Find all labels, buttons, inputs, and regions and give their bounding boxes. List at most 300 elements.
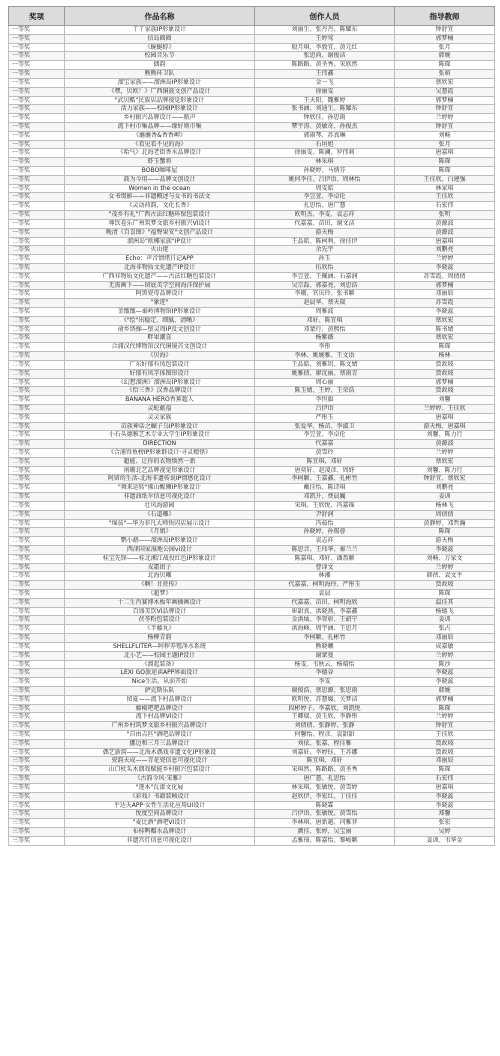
work-title-cell: 《半藤丸》 <box>65 625 255 634</box>
advisor-cell: 张宏 <box>395 819 495 828</box>
advisor-cell: 唐嘉琪 <box>395 413 495 422</box>
table-row <box>9 642 495 651</box>
award-cell: 三等奖 <box>9 810 65 819</box>
creators-cell: 邓凯升、费晨巍 <box>255 493 395 502</box>
table-row <box>9 554 495 563</box>
creators-cell: 姚何李佳、吕伊语、周林怡 <box>255 175 395 184</box>
award-cell: 二等奖 <box>9 563 65 572</box>
award-cell: 三等奖 <box>9 731 65 740</box>
creators-cell: 陈玉婧、王婷、王荣浩 <box>255 387 395 396</box>
work-title-cell: "武贝酷"民族店品牌视觉形象设计 <box>65 96 255 105</box>
advisor-cell: 陈琛 <box>395 766 495 775</box>
creators-cell: 王品皓、刘雅玥、陈文婧 <box>255 360 395 369</box>
award-cell: 二等奖 <box>9 528 65 537</box>
advisor-cell: 杨林飞 <box>395 501 495 510</box>
work-title-cell: 广东好郁有凤包装设计 <box>65 360 255 369</box>
table-row <box>9 422 495 431</box>
table-row <box>9 334 495 343</box>
creators-cell: 游天梅 <box>255 228 395 237</box>
award-cell: 一等奖 <box>9 228 65 237</box>
table-row <box>9 378 495 387</box>
table-row <box>9 343 495 352</box>
table-row <box>9 140 495 149</box>
work-title-cell: 偶艺新韵——北海木偶戏非遗文化IP形象设 <box>65 748 255 757</box>
table-row <box>9 713 495 722</box>
work-title-cell: Nice生活，从而开始 <box>65 678 255 687</box>
table-row <box>9 669 495 678</box>
work-title-cell: 熊熊环卫队 <box>65 70 255 79</box>
creators-cell: 代嘉嘉、苗田、谢文洁 <box>255 219 395 228</box>
table-row <box>9 237 495 246</box>
table-row <box>9 449 495 458</box>
table-row <box>9 211 495 220</box>
advisor-cell: 苏雪霞 <box>395 299 495 308</box>
advisor-cell: 蔡欣宏 <box>395 457 495 466</box>
creators-cell: 赵晨华、蔡天瑞 <box>255 299 395 308</box>
award-cell: 三等奖 <box>9 836 65 845</box>
award-cell: 三等奖 <box>9 713 65 722</box>
advisor-cell: 郭梦楠 <box>395 96 495 105</box>
award-cell: 一等奖 <box>9 149 65 158</box>
award-cell: 三等奖 <box>9 695 65 704</box>
creators-cell: 王婷莺 <box>255 34 395 43</box>
award-cell: 二等奖 <box>9 431 65 440</box>
table-row <box>9 255 495 264</box>
award-cell: 三等奖 <box>9 739 65 748</box>
table-row <box>9 607 495 616</box>
advisor-cell: 兰婷婷 <box>395 713 495 722</box>
award-cell: 三等奖 <box>9 686 65 695</box>
table-row <box>9 748 495 757</box>
creators-cell: 王天阳、魏雅婷 <box>255 96 395 105</box>
creators-cell: 邓蒙行、黄熙怡 <box>255 325 395 334</box>
work-title-cell: 北小艺——校园主题IP设计 <box>65 651 255 660</box>
advisor-cell: 陈书婧 <box>395 325 495 334</box>
work-title-cell: LEXI GO旅途读APP界面设计 <box>65 669 255 678</box>
advisor-cell: 蔡欣宏 <box>395 78 495 87</box>
work-title-cell: 桂宝先锋——桂北湘江战役红色IP形象设计 <box>65 554 255 563</box>
table-row <box>9 167 495 176</box>
award-cell: 二等奖 <box>9 369 65 378</box>
award-cell: 一等奖 <box>9 26 65 35</box>
award-cell: 二等奖 <box>9 404 65 413</box>
creators-cell: 金洪灿、李智彰、王韶宁 <box>255 616 395 625</box>
award-cell: 二等奖 <box>9 572 65 581</box>
table-row <box>9 316 495 325</box>
table-row <box>9 493 495 502</box>
advisor-cell: 姜训 <box>395 493 495 502</box>
work-title-cell: 苗族神话之蝴子乌IP形象设计 <box>65 422 255 431</box>
table-row <box>9 739 495 748</box>
work-title-cell: 杨柳青韵 <box>65 634 255 643</box>
award-list <box>8 6 494 846</box>
award-cell: 二等奖 <box>9 590 65 599</box>
award-cell: 一等奖 <box>9 114 65 123</box>
creators-cell: 孙晓婷、孙锡蓉 <box>255 528 395 537</box>
creators-cell: 颜佳、张婷、吴宝丽 <box>255 827 395 836</box>
table-row <box>9 792 495 801</box>
advisor-cell: 刘畅 <box>395 131 495 140</box>
creators-cell: 李林、姚婉雅、王文语 <box>255 352 395 361</box>
advisor-cell: 温佳其 <box>395 598 495 607</box>
award-cell: 二等奖 <box>9 290 65 299</box>
header-award: 奖项 <box>9 7 65 26</box>
table-row <box>9 457 495 466</box>
work-title-cell: 《合浦得鱼榜IP形象群设计·寻灵精怪》 <box>65 449 255 458</box>
work-title-cell: 流下村品牌VI设计 <box>65 713 255 722</box>
advisor-cell: 韩婉 <box>395 52 495 61</box>
work-title-cell: "逐木"瓦漆文化展 <box>65 783 255 792</box>
work-title-cell: 丫丫家族IP形象设计 <box>65 26 255 35</box>
header-advisor: 指导教师 <box>395 7 495 26</box>
table-row <box>9 184 495 193</box>
table-row <box>9 827 495 836</box>
creators-cell: 杨紫薇 <box>255 334 395 343</box>
table-row <box>9 810 495 819</box>
advisor-cell: 姜训 <box>395 616 495 625</box>
creators-cell: 谢俊浩、蔡思源、张思雨 <box>255 686 395 695</box>
advisor-cell: 邓丽辰 <box>395 757 495 766</box>
award-cell: 二等奖 <box>9 263 65 272</box>
work-title-cell: "绵茄"—华为非凡大师快闪店展示设计 <box>65 519 255 528</box>
award-cell: 一等奖 <box>9 52 65 61</box>
award-cell: 二等奖 <box>9 616 65 625</box>
award-cell: 三等奖 <box>9 748 65 757</box>
work-title-cell: 萨克斯乐队 <box>65 686 255 695</box>
creators-cell: 李昱萱、李卓伦 <box>255 431 395 440</box>
table-row <box>9 634 495 643</box>
award-cell: 二等奖 <box>9 281 65 290</box>
award-cell: 一等奖 <box>9 202 65 211</box>
table-row <box>9 466 495 475</box>
table-row <box>9 26 495 35</box>
award-cell: 三等奖 <box>9 792 65 801</box>
advisor-cell: 陈琛 <box>395 528 495 537</box>
table-row <box>9 651 495 660</box>
advisor-cell: 兰婷婷 <box>395 114 495 123</box>
award-cell: 一等奖 <box>9 167 65 176</box>
award-cell: 三等奖 <box>9 766 65 775</box>
award-cell: 一等奖 <box>9 87 65 96</box>
table-row <box>9 387 495 396</box>
advisor-cell: 刘馨、陈力行 <box>395 431 495 440</box>
advisor-cell: 张月 <box>395 43 495 52</box>
creators-cell: 林采琪 <box>255 158 395 167</box>
advisor-cell: 游天梅 <box>395 537 495 546</box>
award-cell: 一等奖 <box>9 105 65 114</box>
advisor-cell: 陈琛 <box>395 704 495 713</box>
work-title-cell: 《啊！甘蔗传》 <box>65 581 255 590</box>
award-cell: 二等奖 <box>9 484 65 493</box>
award-cell: 二等奖 <box>9 237 65 246</box>
advisor-cell: 刘馨 <box>395 396 495 405</box>
table-row <box>9 581 495 590</box>
creators-cell: 陈宜琪、邓轩 <box>255 457 395 466</box>
creators-cell: 李林琪、唐新越、闫雅菲 <box>255 819 395 828</box>
work-title-cell: 虾玉蟹将 <box>65 158 255 167</box>
table-row <box>9 87 495 96</box>
award-cell: 二等奖 <box>9 501 65 510</box>
work-title-cell: 《灵动荷韵，文化长香》 <box>65 202 255 211</box>
work-title-cell: 阿留的生活-北海非遗传说IP情感化设计 <box>65 475 255 484</box>
creators-cell: 代嘉嘉 <box>255 440 395 449</box>
award-cell: 三等奖 <box>9 819 65 828</box>
work-title-cell: 畔果潮喜 <box>65 334 255 343</box>
work-title-cell: 《哈气》北海老街香水品牌设计 <box>65 149 255 158</box>
work-title-cell: 北海非物质文化遗产IP设计 <box>65 263 255 272</box>
award-cell: 二等奖 <box>9 387 65 396</box>
creators-cell: 林湘 <box>255 572 395 581</box>
award-cell: 二等奖 <box>9 466 65 475</box>
work-title-cell: 校园音乐节 <box>65 52 255 61</box>
creators-cell: 张爱华、杨苗、李淑卫 <box>255 422 395 431</box>
creators-cell: 孙晓婷、马炳芬 <box>255 167 395 176</box>
advisor-cell: 兰婷婷 <box>395 449 495 458</box>
table-row <box>9 616 495 625</box>
creators-cell: 陈思音、王玮华、秦兰兰 <box>255 545 395 554</box>
advisor-cell: 刘畅、万家文 <box>395 554 495 563</box>
advisor-cell: 贾政坡 <box>395 739 495 748</box>
award-cell: 一等奖 <box>9 78 65 87</box>
table-row <box>9 290 495 299</box>
creators-cell: 吴宗磊、郭嘉亮、刘思浩 <box>255 281 395 290</box>
advisor-cell: 钟舒宜、蔡欣宏 <box>395 475 495 484</box>
award-cell: 二等奖 <box>9 625 65 634</box>
table-row <box>9 369 495 378</box>
creators-cell: 金一飞 <box>255 78 395 87</box>
award-cell: 二等奖 <box>9 545 65 554</box>
creators-cell: 代嘉嘉、苗田、柯明海欣 <box>255 598 395 607</box>
work-title-cell: 壮风海游园 <box>65 501 255 510</box>
advisor-cell: 成嘉敏 <box>395 642 495 651</box>
creators-cell: 李柯颖、王嘉鑫、孔彬竹 <box>255 475 395 484</box>
award-cell: 二等奖 <box>9 396 65 405</box>
creators-cell: 段彬婷子、李嘉欣、刘凯悦 <box>255 704 395 713</box>
work-title-cell: 十二生肖赛博木板年画插画设计 <box>65 598 255 607</box>
work-title-cell: 《月娘》 <box>65 528 255 537</box>
award-cell: 三等奖 <box>9 783 65 792</box>
work-title-cell: 《蜿蜒蜉》 <box>65 43 255 52</box>
creators-cell: 崔甜真、洪晓燕、李嘉鑫 <box>255 607 395 616</box>
advisor-cell: 唐嘉琪 <box>395 237 495 246</box>
creators-cell: 王伟鑫 <box>255 70 395 79</box>
table-row <box>9 61 495 70</box>
work-title-cell: "麦比酒"酒吧VI设计 <box>65 819 255 828</box>
table-row <box>9 193 495 202</box>
award-cell: 三等奖 <box>9 722 65 731</box>
table-row <box>9 678 495 687</box>
award-cell: 三等奖 <box>9 775 65 784</box>
advisor-cell: 石宏伟 <box>395 202 495 211</box>
table-row <box>9 528 495 537</box>
award-table <box>8 6 495 846</box>
award-cell: 二等奖 <box>9 272 65 281</box>
award-cell: 一等奖 <box>9 131 65 140</box>
advisor-cell: 兰婷婷 <box>395 651 495 660</box>
creators-cell: 李珊、官庆玲、张书颖 <box>255 290 395 299</box>
advisor-cell: 黄源波 <box>395 228 495 237</box>
award-cell: 二等奖 <box>9 378 65 387</box>
work-title-cell: 《石道雕》 <box>65 510 255 519</box>
creators-cell: 戴佳怡、陈诗琪 <box>255 484 395 493</box>
award-cell: 二等奖 <box>9 598 65 607</box>
advisor-cell: 韩蓓、袁文平 <box>395 572 495 581</box>
advisor-cell: 周倩倩 <box>395 510 495 519</box>
award-cell: 二等奖 <box>9 246 65 255</box>
creators-cell: 徐丽雯 <box>255 87 395 96</box>
award-cell: 二等奖 <box>9 607 65 616</box>
work-title-cell: 信岛圈圈 <box>65 34 255 43</box>
award-cell: 二等奖 <box>9 308 65 317</box>
creators-cell: 王卿瑞、黄玉欣、李静彤 <box>255 713 395 722</box>
advisor-cell: 李晓蕊 <box>395 669 495 678</box>
work-title-cell: 广西非物质文化遗产——古法红糖包装设计 <box>65 272 255 281</box>
advisor-cell: 兰婷婷、王佳欣 <box>395 404 495 413</box>
work-title-cell: 超能、让你的衣物焕然一新 <box>65 457 255 466</box>
creators-cell: 邓轩、陈宜琪 <box>255 316 395 325</box>
award-cell: 二等奖 <box>9 457 65 466</box>
creators-cell: 熊晓曦 <box>255 642 395 651</box>
advisor-cell: 张月 <box>395 140 495 149</box>
award-cell: 一等奖 <box>9 140 65 149</box>
work-title-cell: 悦度空间品牌设计 <box>65 810 255 819</box>
table-row <box>9 122 495 131</box>
award-cell: 二等奖 <box>9 360 65 369</box>
table-row <box>9 299 495 308</box>
creators-cell: 刘嘉轩、李婷钰、王苏娜 <box>255 748 395 757</box>
creators-cell: 陈晓霖 <box>255 801 395 810</box>
creators-cell: 何馨怡、程彦、袁甜甜 <box>255 731 395 740</box>
advisor-cell: 杨林 <box>395 352 495 361</box>
advisor-cell: 张萌 <box>395 70 495 79</box>
advisor-cell: 钟舒宜 <box>395 722 495 731</box>
award-cell: 一等奖 <box>9 61 65 70</box>
award-cell: 二等奖 <box>9 440 65 449</box>
table-row <box>9 836 495 845</box>
table-row <box>9 219 495 228</box>
advisor-cell: 李晓蕊 <box>395 545 495 554</box>
table-row <box>9 625 495 634</box>
creators-cell: 周雅波 <box>255 308 395 317</box>
creators-cell: 欧明悦、苏慧媛、关梦洁 <box>255 695 395 704</box>
table-row <box>9 158 495 167</box>
table-row <box>9 272 495 281</box>
work-title-cell: "象迹" <box>65 299 255 308</box>
advisor-cell: 刘鹏亮 <box>395 484 495 493</box>
work-title-cell: 山口杖头木偶戏赋能乡村振兴包装设计 <box>65 766 255 775</box>
award-cell: 一等奖 <box>9 211 65 220</box>
award-cell: 二等奖 <box>9 299 65 308</box>
table-row <box>9 52 495 61</box>
work-title-cell: 《恰三香》汉香品牌设计 <box>65 387 255 396</box>
advisor-cell: 钟舒宜 <box>395 26 495 35</box>
advisor-cell: 韩婉 <box>395 686 495 695</box>
creators-cell: 刘倩倩、张静婷、张静 <box>255 722 395 731</box>
table-row <box>9 149 495 158</box>
work-title-cell: 广州乡村筑梦文旅乡村振兴品牌设计 <box>65 722 255 731</box>
creators-cell: 洪海峰、周宇涵、王思月 <box>255 625 395 634</box>
advisor-cell: 蔡欣宏 <box>395 334 495 343</box>
advisor-cell: 唐嘉琪 <box>395 783 495 792</box>
table-row <box>9 537 495 546</box>
award-cell: 一等奖 <box>9 219 65 228</box>
work-title-cell: 瓷韵天成——青花瓷信息可视化设计 <box>65 757 255 766</box>
award-cell: 一等奖 <box>9 184 65 193</box>
table-row <box>9 263 495 272</box>
award-cell: 二等奖 <box>9 255 65 264</box>
table-row <box>9 484 495 493</box>
table-row <box>9 404 495 413</box>
award-cell: 一等奖 <box>9 193 65 202</box>
creators-cell: 赵欣伊、李宏红、丁佳佳 <box>255 792 395 801</box>
creators-cell: 冯茹怡 <box>255 519 395 528</box>
work-title-cell: 《蘸蘸香&香香岬》 <box>65 131 255 140</box>
creators-cell: 吕伊语 <box>255 404 395 413</box>
advisor-cell: 兰婷婷 <box>395 255 495 264</box>
advisor-cell: 陈沙 <box>395 660 495 669</box>
award-cell: 一等奖 <box>9 96 65 105</box>
table-row <box>9 775 495 784</box>
advisor-cell: 黄源波 <box>395 219 495 228</box>
creators-cell: 郭雨琴、苏真琳 <box>255 131 395 140</box>
work-title-cell: 南珊北艺品牌视觉形象设计 <box>65 466 255 475</box>
table-row <box>9 281 495 290</box>
award-cell: 二等奖 <box>9 642 65 651</box>
creators-cell: 谢蒙曼 <box>255 651 395 660</box>
table-row <box>9 228 495 237</box>
creators-cell: 孟雅琦、陈嘉怡、黎峻颖 <box>255 836 395 845</box>
table-row <box>9 545 495 554</box>
table-row <box>9 43 495 52</box>
table-row <box>9 572 495 581</box>
creators-cell: 黄雪玲 <box>255 449 395 458</box>
advisor-cell: 郭梦楠 <box>395 34 495 43</box>
table-row <box>9 757 495 766</box>
creators-cell: 宋琪、王欣悦、冯嘉瑶 <box>255 501 395 510</box>
work-title-cell: 鹦小鹉——溜洲岛IP形象设计 <box>65 537 255 546</box>
creators-cell: 杨雯、韦秋云、杨晴怡 <box>255 660 395 669</box>
creators-cell: 宋琪然、陈路路、黄圣秀 <box>255 766 395 775</box>
work-title-cell: 尊饮卷乐广州筑梦文旅乡村振兴VI设计 <box>65 219 255 228</box>
award-cell: 二等奖 <box>9 343 65 352</box>
advisor-cell: 李晓蕊 <box>395 678 495 687</box>
advisor-cell: 贾政坡 <box>395 369 495 378</box>
table-row <box>9 722 495 731</box>
award-cell: 一等奖 <box>9 158 65 167</box>
work-title-cell: DIRECTION <box>65 440 255 449</box>
work-title-cell: Echo：声音情绪日记APP <box>65 255 255 264</box>
work-title-cell: 平达天APP·女性生活化应用UI设计 <box>65 801 255 810</box>
award-cell: 一等奖 <box>9 175 65 184</box>
advisor-cell: 蔡欣宏 <box>395 316 495 325</box>
work-title-cell: 《幻想溜洲》溜洲岛IP形象设计 <box>65 378 255 387</box>
table-row <box>9 396 495 405</box>
work-title-cell: 《古韵今风·宋雅》 <box>65 775 255 784</box>
work-title-cell: 鼓为今用——品牌文创设计 <box>65 175 255 184</box>
creators-cell: 伍欣怡 <box>255 263 395 272</box>
advisor-cell: 郭梦楠 <box>395 281 495 290</box>
table-row <box>9 801 495 810</box>
advisor-cell: 陈琛 <box>395 343 495 352</box>
advisor-cell: 贾政坡 <box>395 360 495 369</box>
work-title-cell: 偶韵 <box>65 61 255 70</box>
creators-cell: 刘依、张嘉、程佳雅 <box>255 739 395 748</box>
work-title-cell: Women in the ocean <box>65 184 255 193</box>
work-title-cell: 流下村市集品牌——缘好则市集 <box>65 122 255 131</box>
advisor-cell: 吴婷 <box>395 827 495 836</box>
creators-cell: 代嘉嘉、柯明海玲、严彤玉 <box>255 581 395 590</box>
table-row <box>9 440 495 449</box>
